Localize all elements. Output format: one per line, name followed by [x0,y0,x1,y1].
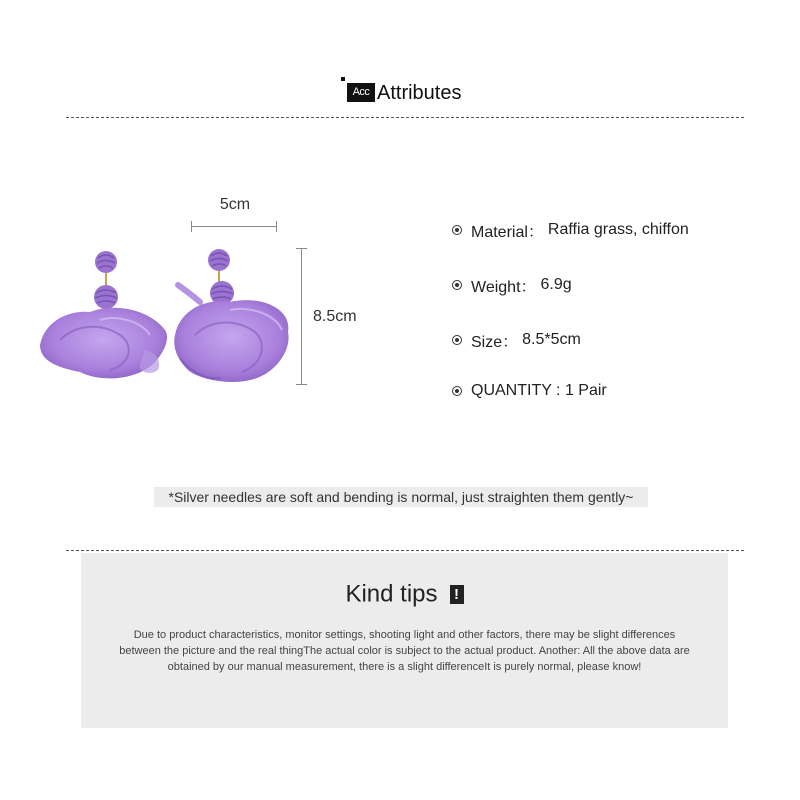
header-tag: Acc [347,83,375,102]
height-dimension-tick-top [296,248,307,249]
header-dot [341,77,345,81]
bullet-icon [452,386,462,396]
care-note: *Silver needles are soft and bending is normal, just straighten them gently~ [154,487,648,507]
height-dimension-line [301,248,302,384]
attribute-value: 8.5*5cm [522,331,581,348]
attribute-label: Weight： [471,278,537,296]
earrings-image [30,240,295,390]
attribute-quantity [452,380,611,402]
exclamation-icon: ! [450,585,464,604]
right-earring [174,249,288,382]
height-dimension-tick-bottom [296,384,307,385]
left-earring [40,251,167,378]
attribute-value: Raffia grass, chiffon [547,221,689,238]
attribute-label: QUANTITY : 1 Pair [471,382,607,399]
bullet-icon [452,280,462,290]
attribute-weight [452,274,572,296]
width-dimension-tick-left [191,221,192,232]
attribute-size [452,329,581,351]
tips-body: Due to product characteristics, monitor settings, shooting light and other factors, there may be slight differences between the picture and the real thingThe actual color is subject to the actual product. Another: All the above data are obtained by our manual measurement, there is a slight differenceIt is purely normal, please know! [119,629,690,673]
attribute-label: Size： [471,333,519,351]
top-divider [66,117,744,118]
height-dimension-label: 8.5cm [313,308,357,325]
width-dimension-label: 5cm [219,196,251,213]
attribute-value: 6.9g [540,276,572,293]
attribute-label: Material： [471,223,544,241]
attribute-material [452,219,689,241]
bullet-icon [452,335,462,345]
width-dimension-tick-right [276,221,277,232]
section-title: Attributes [377,82,462,104]
tips-heading [81,580,728,609]
tips-title: Kind tips [345,580,438,608]
bullet-icon [452,225,462,235]
width-dimension-line [191,226,277,227]
bottom-divider [66,550,744,551]
